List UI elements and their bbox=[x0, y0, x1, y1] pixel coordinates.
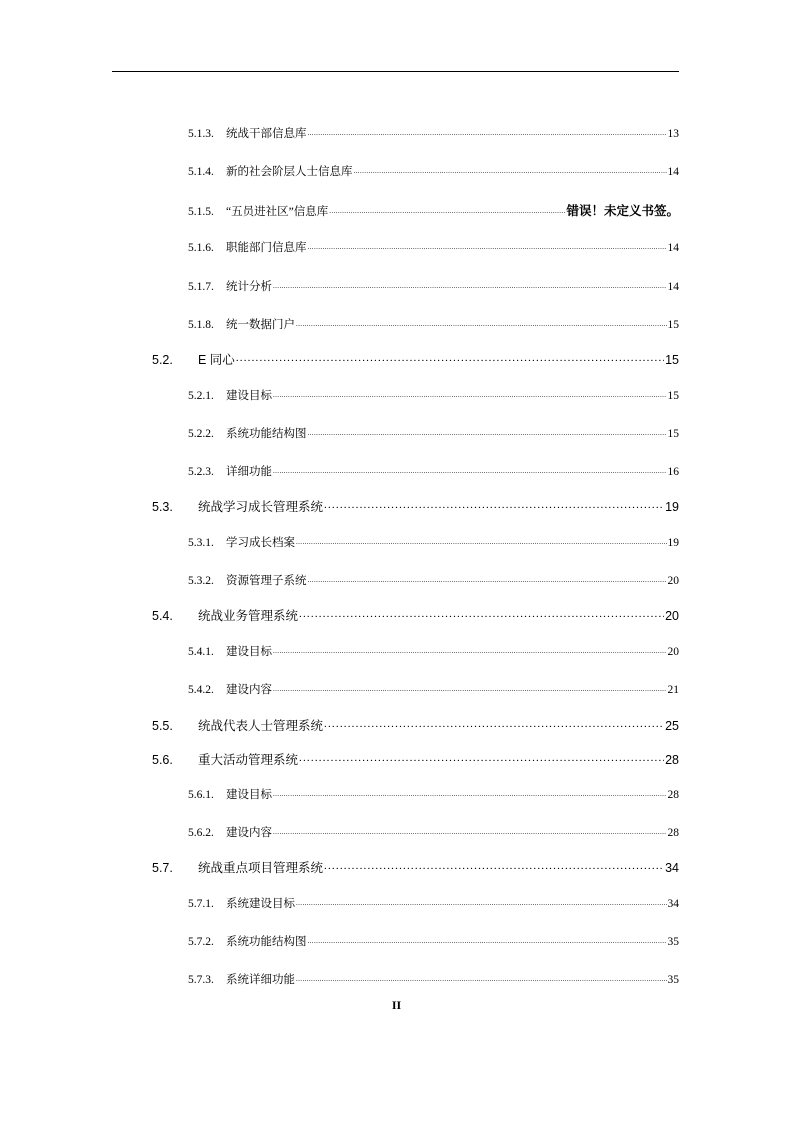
toc-dot-leader bbox=[299, 608, 664, 621]
toc-dot-leader bbox=[354, 164, 667, 176]
toc-entry-title: 建设内容 bbox=[226, 827, 272, 839]
toc-entry[interactable] bbox=[188, 643, 679, 659]
toc-entry-title: E 同心 bbox=[198, 353, 235, 367]
toc-entry-page: 34 bbox=[667, 898, 679, 910]
toc-entry-title: 重大活动管理系统 bbox=[198, 753, 299, 767]
toc-entry-number: 5.1.4. bbox=[188, 166, 214, 178]
toc-entry-number: 5.1.6. bbox=[188, 242, 214, 254]
toc-dot-leader bbox=[308, 240, 667, 252]
toc-entry-page: 25 bbox=[665, 719, 679, 733]
toc-entry-number: 5.1.7. bbox=[188, 281, 214, 293]
toc-entry-number: 5.2.1. bbox=[188, 390, 214, 402]
toc-entry-page: 28 bbox=[665, 753, 679, 767]
toc-entry-title: “五员进社区”信息库 bbox=[226, 206, 329, 218]
toc-entry-number: 5.1.5. bbox=[188, 206, 214, 218]
toc-entry-number: 5.6. bbox=[152, 753, 173, 767]
toc-entry[interactable] bbox=[188, 163, 679, 179]
toc-entry-title: 建设目标 bbox=[226, 646, 272, 658]
toc-entry-title: 建设目标 bbox=[226, 789, 272, 801]
toc-dot-leader bbox=[273, 644, 667, 656]
toc-entry-page: 19 bbox=[665, 500, 679, 514]
toc-entry[interactable] bbox=[188, 239, 679, 255]
toc-entry[interactable] bbox=[152, 750, 679, 768]
toc-dot-leader bbox=[296, 972, 667, 984]
toc-entry-number: 5.6.2. bbox=[188, 827, 214, 839]
footer-page-number: II bbox=[391, 998, 402, 1012]
toc-entry[interactable] bbox=[188, 278, 679, 294]
toc-entry-page: 13 bbox=[667, 128, 679, 140]
toc-entry[interactable] bbox=[188, 316, 679, 332]
toc-entry-title: 建设目标 bbox=[226, 390, 272, 402]
toc-entry-page: 15 bbox=[667, 319, 679, 331]
toc-entry-page: 35 bbox=[667, 936, 679, 948]
toc-entry[interactable] bbox=[188, 425, 679, 441]
toc-entry-title: 统战干部信息库 bbox=[226, 128, 307, 140]
toc-entry-title: 系统建设目标 bbox=[226, 898, 295, 910]
toc-dot-leader bbox=[273, 388, 667, 400]
toc-dot-leader bbox=[308, 126, 667, 138]
toc-dot-leader bbox=[308, 426, 667, 438]
toc-entry-number: 5.7.1. bbox=[188, 898, 214, 910]
toc-entry-page: 34 bbox=[665, 861, 679, 875]
toc-entry-page: 错误！未定义书签。 bbox=[566, 203, 679, 218]
toc-entry-title: 统战重点项目管理系统 bbox=[198, 861, 324, 875]
toc-dot-leader bbox=[308, 934, 667, 946]
toc-entry-title: 统战代表人士管理系统 bbox=[198, 719, 324, 733]
toc-entry-title: 统战业务管理系统 bbox=[198, 609, 299, 623]
toc-entry-title: 系统功能结构图 bbox=[226, 428, 307, 440]
toc-entry-number: 5.7.2. bbox=[188, 936, 214, 948]
toc-entry[interactable] bbox=[188, 201, 679, 219]
toc-entry-number: 5.3.1. bbox=[188, 537, 214, 549]
toc-entry[interactable] bbox=[188, 971, 679, 987]
toc-entry-number: 5.2. bbox=[152, 353, 173, 367]
toc-entry[interactable] bbox=[188, 534, 679, 550]
toc-dot-leader bbox=[324, 718, 664, 731]
toc-entry[interactable] bbox=[188, 125, 679, 141]
toc-dot-leader bbox=[299, 752, 664, 765]
toc-entry-title: 建设内容 bbox=[226, 684, 272, 696]
toc-entry-page: 14 bbox=[667, 281, 679, 293]
toc-entry-page: 16 bbox=[667, 466, 679, 478]
toc-entry-page: 15 bbox=[667, 428, 679, 440]
toc-entry-page: 21 bbox=[667, 684, 679, 696]
toc-entry-number: 5.7. bbox=[152, 861, 173, 875]
toc-entry[interactable] bbox=[188, 895, 679, 911]
toc-entry[interactable] bbox=[152, 716, 679, 734]
toc-dot-leader bbox=[324, 860, 664, 873]
toc-entry[interactable] bbox=[188, 933, 679, 949]
toc-entry-number: 5.4. bbox=[152, 609, 173, 623]
toc-entry-page: 19 bbox=[667, 537, 679, 549]
toc-entry-title: 职能部门信息库 bbox=[226, 242, 307, 254]
toc-entry-number: 5.1.3. bbox=[188, 128, 214, 140]
toc-entry[interactable] bbox=[188, 681, 679, 697]
toc-entry-page: 28 bbox=[667, 789, 679, 801]
toc-dot-leader bbox=[273, 464, 667, 476]
toc-dot-leader bbox=[236, 352, 664, 365]
toc-entry-number: 5.1.8. bbox=[188, 319, 214, 331]
toc-entry[interactable] bbox=[152, 858, 679, 876]
toc-entry-page: 20 bbox=[665, 609, 679, 623]
toc-entry[interactable] bbox=[152, 350, 679, 368]
toc-entry-page: 14 bbox=[667, 166, 679, 178]
toc-entry-title: 资源管理子系统 bbox=[226, 575, 307, 587]
toc-entry-number: 5.3. bbox=[152, 500, 173, 514]
toc-entry-title: 统计分析 bbox=[226, 281, 272, 293]
toc-entry-title: 统一数据门户 bbox=[226, 319, 295, 331]
toc-entry-title: 系统功能结构图 bbox=[226, 936, 307, 948]
toc-entry-page: 15 bbox=[667, 390, 679, 402]
toc-entry-title: 详细功能 bbox=[226, 466, 272, 478]
toc-entry[interactable] bbox=[188, 824, 679, 840]
toc-dot-leader bbox=[273, 279, 667, 291]
toc-dot-leader bbox=[324, 499, 664, 512]
toc-entry-page: 15 bbox=[665, 353, 679, 367]
toc-dot-leader bbox=[273, 682, 667, 694]
toc-entry-number: 5.2.3. bbox=[188, 466, 214, 478]
toc-dot-leader bbox=[296, 535, 667, 547]
toc-entry-title: 新的社会阶层人士信息库 bbox=[226, 166, 353, 178]
toc-entry-number: 5.6.1. bbox=[188, 789, 214, 801]
toc-entry-page: 20 bbox=[667, 646, 679, 658]
toc-dot-leader bbox=[329, 204, 565, 216]
toc-entry-title: 统战学习成长管理系统 bbox=[198, 500, 324, 514]
toc-entry-number: 5.4.2. bbox=[188, 684, 214, 696]
toc-entry[interactable] bbox=[188, 463, 679, 479]
toc-entry-page: 28 bbox=[667, 827, 679, 839]
toc-entry-number: 5.2.2. bbox=[188, 428, 214, 440]
toc-entry[interactable] bbox=[188, 786, 679, 802]
toc-dot-leader bbox=[273, 825, 667, 837]
toc-entry-page: 20 bbox=[667, 575, 679, 587]
toc-entry[interactable] bbox=[188, 572, 679, 588]
toc-entry-number: 5.4.1. bbox=[188, 646, 214, 658]
toc-dot-leader bbox=[308, 573, 667, 585]
toc-entry[interactable] bbox=[152, 606, 679, 624]
toc-entry-title: 系统详细功能 bbox=[226, 974, 295, 986]
toc-entry-title: 学习成长档案 bbox=[226, 537, 295, 549]
toc-entry-page: 35 bbox=[667, 974, 679, 986]
toc-dot-leader bbox=[296, 896, 667, 908]
toc-entry-page: 14 bbox=[667, 242, 679, 254]
toc-dot-leader bbox=[296, 317, 667, 329]
toc-entry-number: 5.3.2. bbox=[188, 575, 214, 587]
toc-dot-leader bbox=[273, 787, 667, 799]
toc-entry-number: 5.5. bbox=[152, 719, 173, 733]
toc-entry[interactable] bbox=[188, 387, 679, 403]
toc-entry-number: 5.7.3. bbox=[188, 974, 214, 986]
toc-entry[interactable] bbox=[152, 497, 679, 515]
